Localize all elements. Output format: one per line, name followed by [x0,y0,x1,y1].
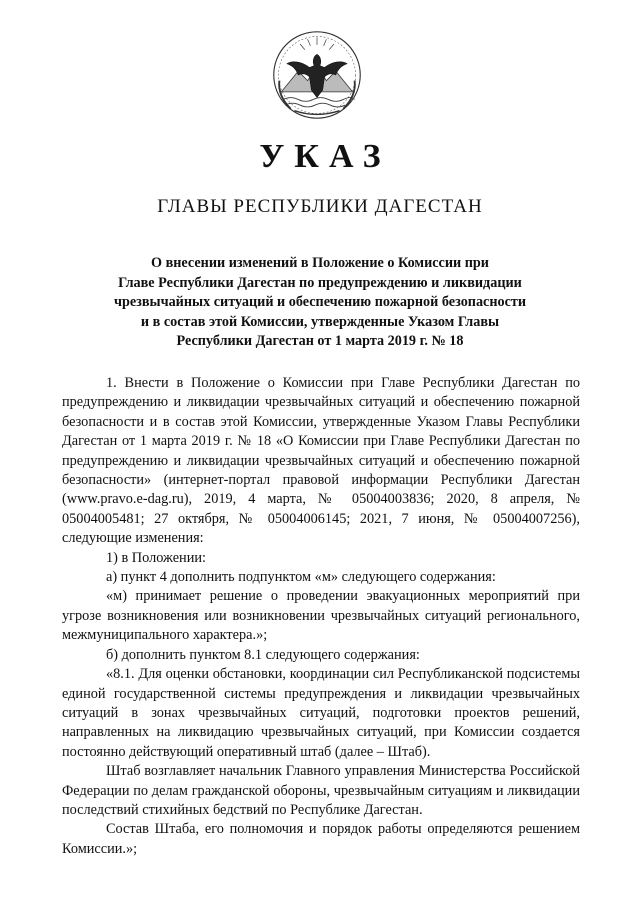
decree-title: УКАЗ [259,138,391,175]
body-paragraph: Состав Штаба, его полномочия и порядок работы определяются решением Комиссии.»; [62,821,580,857]
subject-line: О внесении изменений в Положение о Комиссии при [151,255,489,271]
subject-line: чрезвычайных ситуаций и обеспечению пожарной безопасности [113,294,527,310]
body-paragraph: «м) принимает решение о проведении эвакуационных мероприятий при угрозе возникновения или возникновении чрезвычайных ситуаций регионального, межмуниципального характера.»; [62,588,580,644]
body-paragraph: 1. Внести в Положение о Комиссии при Главе Республики Дагестан по предупреждению и ликвидации чрезвычайных ситуаций и обеспечению пожарной безопасности и в состав этой Комиссии, утвержденные Указом Главы Республики Дагестан от 1 марта 2019 г. № 18 «О Комиссии при Главе Республики Дагестан по предупреждению и ликвидации чрезвычайных ситуаций и обеспечению пожарной безопасности» (интернет-портал правовой информации Республики Дагестан (www.pravo.e-dag.ru), 2019, 4 марта, № 05004003836; 2020, 8 апреля, № 05004005481; 27 октября, № 05004006145; 2021, 7 июня, № 05004007256), следующие изменения: [62,375,580,547]
subject-line: и в состав этой Комиссии, утвержденные Указом Главы [140,313,500,330]
body-paragraph: а) пункт 4 дополнить подпунктом «м» следующего содержания: [106,569,496,586]
decree-subject [80,254,560,352]
body-paragraph: «8.1. Для оценки обстановки, координации сил Республиканской подсистемы единой государственной системы предупреждения и ликвидации чрезвычайных ситуаций в зонах чрезвычайных ситуаций, подготовки проектов решений, направленных на ликвидацию чрезвычайных ситуаций, при Комиссии создается постоянно действующий оперативный штаб (далее – Штаб). [62,666,580,760]
body-paragraph: Штаб возглавляет начальник Главного управления Министерства Российской Федерации по делам гражданской обороны, чрезвычайным ситуациям и ликвидации последствий стихийных бедствий по Республике Дагестан. [62,763,580,818]
body-paragraph: б) дополнить пунктом 8.1 следующего содержания: [106,646,420,663]
subject-line: Республики Дагестан от 1 марта 2019 г. № 18 [176,333,464,349]
issuer-heading: ГЛАВЫ РЕСПУБЛИКИ ДАГЕСТАН [157,196,483,217]
subject-line: Главе Республики Дагестан по предупреждению и ликвидации [118,274,522,291]
coat-of-arms-eagle-icon [270,28,364,122]
decree-body [62,374,580,859]
body-paragraph: 1) в Положении: [106,549,206,566]
